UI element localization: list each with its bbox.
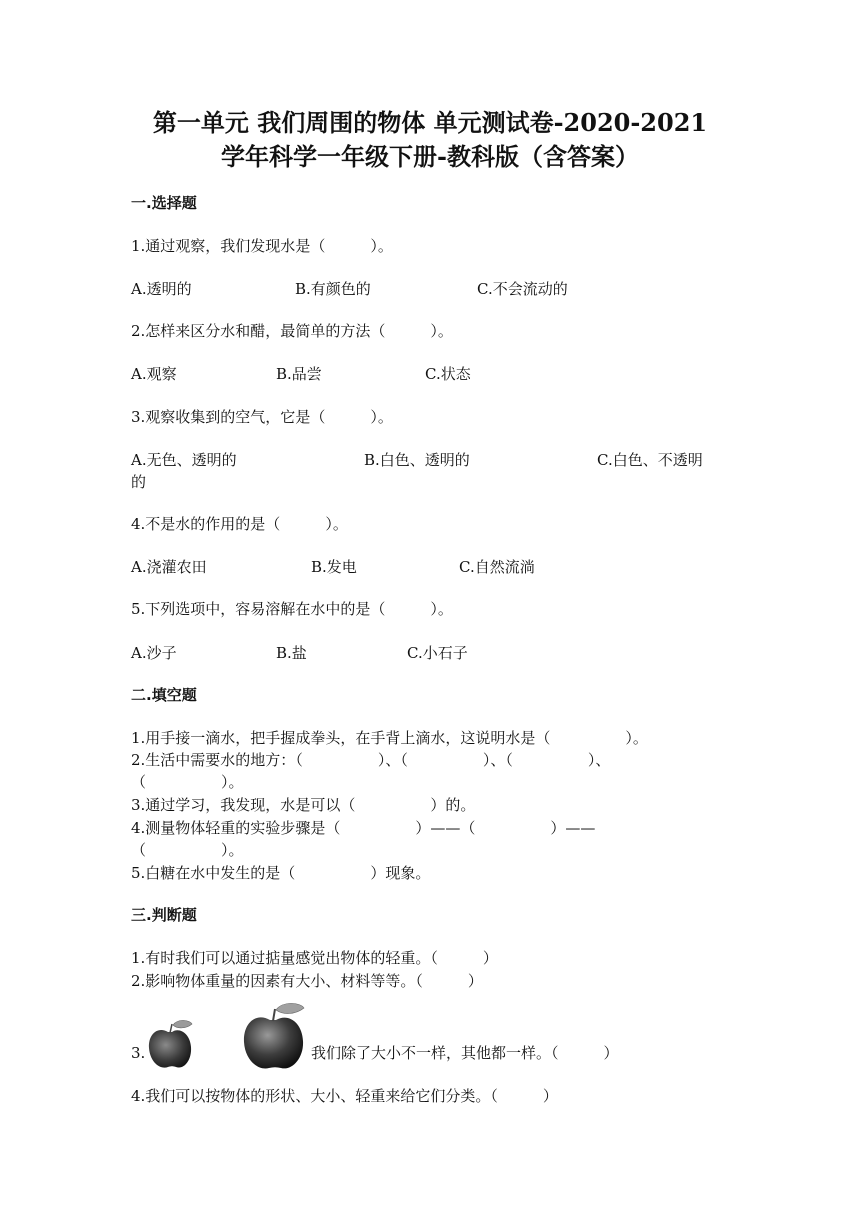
- fill-line: 5.白糖在水中发生的是（ ）现象。: [131, 864, 431, 882]
- option-c-wrap: 的: [131, 473, 147, 491]
- judge-question: 4.我们可以按物体的形状、大小、轻重来给它们分类。（ ）: [131, 1087, 558, 1105]
- section-heading-judge: 三.判断题: [131, 906, 197, 924]
- option-b: B.盐: [276, 644, 307, 662]
- option-a: A.无色、透明的: [131, 451, 237, 469]
- option-a: A.透明的: [131, 280, 192, 298]
- judge-question-3-text: 我们除了大小不一样，其他都一样。（ ）: [311, 1044, 619, 1062]
- title-line-2: 学年科学一年级下册-教科版（含答案）: [221, 142, 639, 171]
- judge-question: 2.影响物体重量的因素有大小、材料等等。（ ）: [131, 972, 483, 990]
- fill-line: （ ）。: [131, 773, 244, 791]
- option-c: C.自然流淌: [459, 558, 535, 576]
- fill-line: 2.生活中需要水的地方：（ ）、（ ）、（ ）、: [131, 751, 611, 769]
- question-stem: 1.通过观察，我们发现水是（ ）。: [131, 237, 393, 255]
- option-b: B.品尝: [276, 365, 322, 383]
- question-stem: 4.不是水的作用的是（ ）。: [131, 515, 348, 533]
- option-c: C.小石子: [407, 644, 468, 662]
- judge-question-number: 3.: [131, 1044, 146, 1062]
- option-b: B.白色、透明的: [364, 451, 470, 469]
- option-c: C.不会流动的: [477, 280, 568, 298]
- option-a: A.沙子: [131, 644, 177, 662]
- small-apple-image: [146, 1018, 196, 1070]
- option-c: C.白色、不透明: [597, 451, 703, 469]
- fill-line: 4.测量物体轻重的实验步骤是（ ）——（ ）——: [131, 819, 596, 837]
- option-b: B.有颜色的: [295, 280, 371, 298]
- fill-line: （ ）。: [131, 841, 244, 859]
- large-apple-image: [242, 1000, 308, 1072]
- title-line-1: 第一单元 我们周围的物体 单元测试卷-2020-2021: [152, 108, 708, 137]
- option-a: A.浇灌农田: [131, 558, 207, 576]
- section-heading-fill: 二.填空题: [131, 686, 197, 704]
- option-b: B.发电: [311, 558, 357, 576]
- question-stem: 5.下列选项中，容易溶解在水中的是（ ）。: [131, 600, 453, 618]
- section-heading-choice: 一.选择题: [131, 194, 197, 212]
- option-c: C.状态: [425, 365, 471, 383]
- question-stem: 2.怎样来区分水和醋，最简单的方法（ ）。: [131, 322, 453, 340]
- option-a: A.观察: [131, 365, 177, 383]
- fill-line: 3.通过学习，我发现，水是可以（ ）的。: [131, 796, 476, 814]
- fill-line: 1.用手接一滴水，把手握成拳头，在手背上滴水，这说明水是（ ）。: [131, 729, 648, 747]
- question-stem: 3.观察收集到的空气，它是（ ）。: [131, 408, 393, 426]
- judge-question: 1.有时我们可以通过掂量感觉出物体的轻重。（ ）: [131, 949, 498, 967]
